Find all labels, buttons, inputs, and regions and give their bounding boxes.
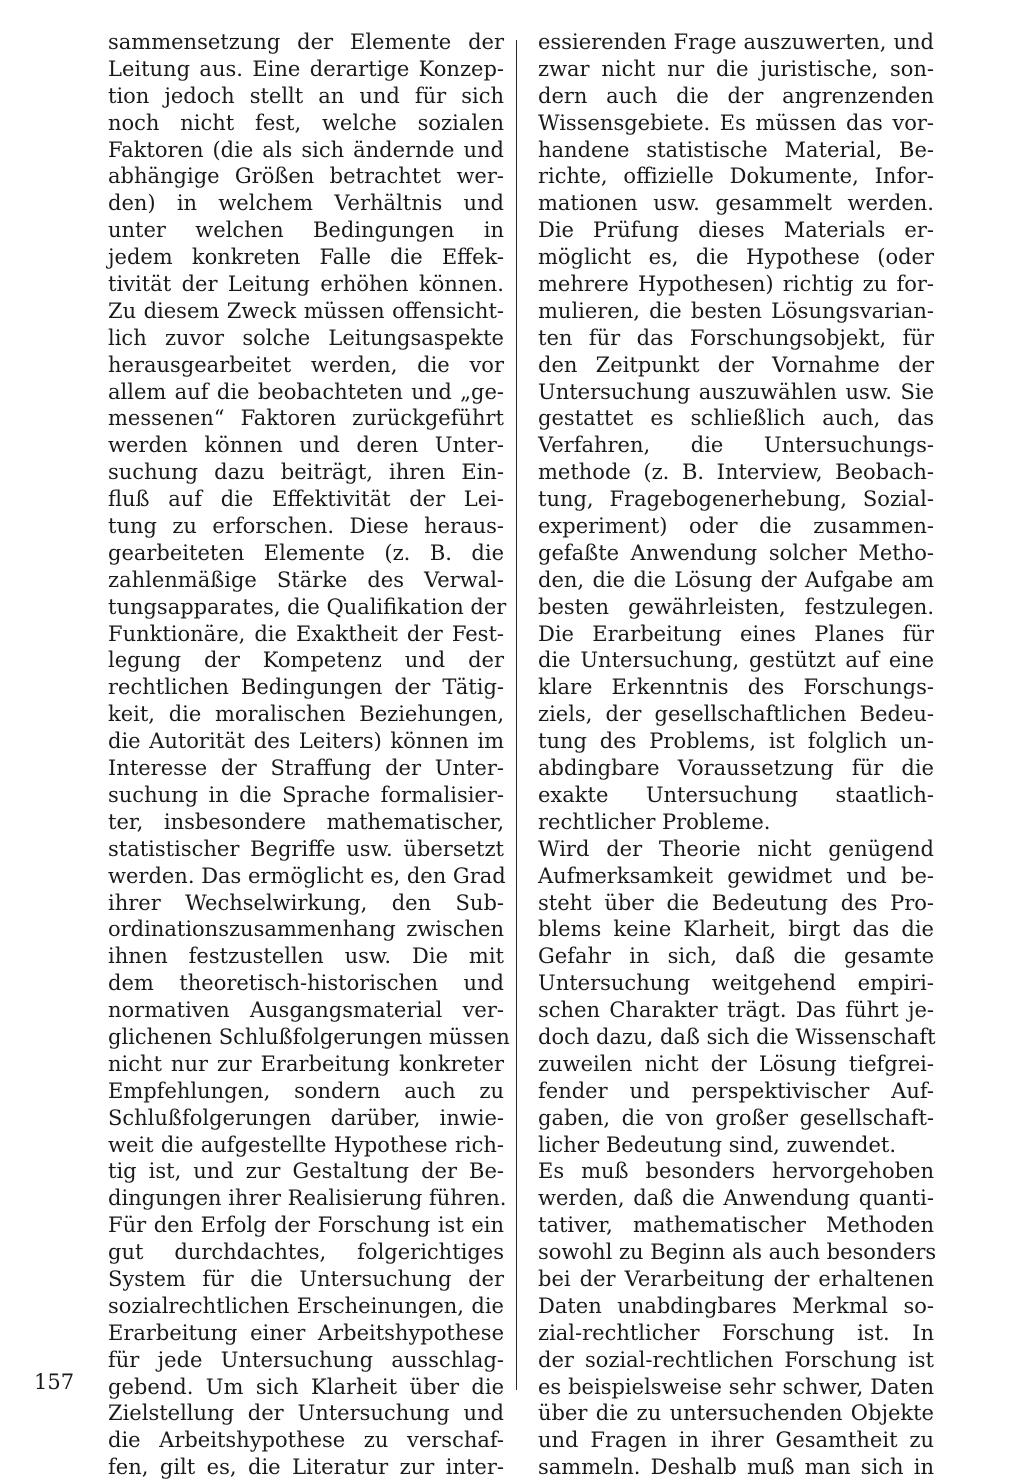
text-line: statistischer Begriffe usw. übersetzt (108, 836, 504, 861)
text-line: doch dazu, daß sich die Wissenschaft (538, 1024, 936, 1049)
text-line: dingungen ihrer Realisierung führen. (108, 1186, 507, 1211)
text-line: den, die die Lösung der Aufgabe am (538, 567, 934, 592)
text-line: Erarbeitung einer Arbeitshypothese (108, 1320, 504, 1345)
text-line: Daten unabdingbares Merkmal so- (538, 1293, 934, 1318)
text-line: ihnen festzustellen usw. Die mit (108, 944, 504, 969)
text-line: ordinationszusammenhang zwischen (108, 917, 504, 942)
text-line: Leitung aus. Eine derartige Konzep- (108, 56, 504, 81)
text-line: werden, daß die Anwendung quanti- (538, 1186, 934, 1211)
text-line: sozialrechtlichen Erscheinungen, die (108, 1293, 504, 1318)
text-line: steht über die Bedeutung des Pro- (538, 890, 934, 915)
text-line: möglicht es, die Hypothese (oder (538, 245, 934, 270)
text-line: sammeln. Deshalb muß man sich in (538, 1455, 934, 1480)
text-line: Untersuchung weitgehend empiri- (538, 971, 934, 996)
text-line: tung des Problems, ist folglich un- (538, 729, 934, 754)
text-line: mehrere Hypothesen) richtig zu for- (538, 272, 934, 297)
text-line: Schlußfolgerungen darüber, inwie- (108, 1105, 504, 1130)
text-line: tivität der Leitung erhöhen können. (108, 272, 504, 297)
text-line: dem theoretisch-historischen und (108, 971, 504, 996)
text-line: Die Prüfung dieses Materials er- (538, 218, 934, 243)
text-line: methode (z. B. Interview, Beobach- (538, 460, 934, 485)
text-line: klare Erkenntnis des Forschungs- (538, 675, 934, 700)
right-text-column (538, 29, 937, 1481)
text-line: mulieren, die besten Lösungsvarian- (538, 298, 934, 323)
text-line: nicht nur zur Erarbeitung konkreter (108, 1051, 504, 1076)
text-line: tung zu erforschen. Diese heraus- (108, 514, 504, 539)
text-line: ten für das Forschungsobjekt, für (538, 325, 934, 350)
text-line: werden können und deren Unter- (108, 433, 504, 458)
text-line: messenen“ Faktoren zurückgeführt (108, 406, 504, 431)
text-line: ter, insbesondere mathematischer, (108, 809, 504, 834)
text-line: keit, die moralischen Beziehungen, (108, 702, 504, 727)
text-line: werden. Das ermöglicht es, den Grad (108, 863, 506, 888)
text-line: suchung dazu beiträgt, ihren Ein- (108, 460, 504, 485)
text-line: jedem konkreten Falle die Effek- (108, 245, 504, 270)
text-line: noch nicht fest, welche sozialen (108, 110, 504, 135)
text-line: blems keine Klarheit, birgt das die (538, 917, 934, 942)
text-line: und Fragen in ihrer Gesamtheit zu (538, 1428, 934, 1453)
text-line: experiment) oder die zusammen- (538, 514, 934, 539)
text-line: handene statistische Material, Be- (538, 137, 934, 162)
text-line: die Arbeitshypothese zu verschaf- (108, 1428, 504, 1453)
text-line: essierenden Frage auszuwerten, und (538, 30, 934, 54)
text-line: gaben, die von großer gesellschaft- (538, 1105, 934, 1130)
text-line: allem auf die beobachteten und „ge- (108, 379, 504, 404)
text-line: exakte Untersuchung staatlich- (538, 782, 934, 807)
text-line: Für den Erfolg der Forschung ist ein (108, 1213, 504, 1238)
text-line: legung der Kompetenz und der (108, 648, 504, 673)
text-line: tativer, mathematischer Methoden (538, 1213, 934, 1238)
text-line: zahlenmäßige Stärke des Verwal- (108, 567, 504, 592)
text-line: zwar nicht nur die juristische, son- (538, 56, 934, 81)
text-line: fluß auf die Effektivität der Lei- (108, 487, 504, 512)
text-line: ihrer Wechselwirkung, den Sub- (108, 890, 504, 915)
text-line: richte, offizielle Dokumente, Infor- (538, 164, 934, 189)
text-line: rechtlicher Probleme. (538, 809, 771, 834)
text-line: Faktoren (die als sich ändernde und (108, 137, 504, 162)
text-line: Gefahr in sich, daß die gesamte (538, 944, 934, 969)
text-line: die Untersuchung, gestützt auf eine (538, 648, 934, 673)
text-line: für jede Untersuchung ausschlag- (108, 1347, 504, 1372)
text-line: dern auch die der angrenzenden (538, 83, 934, 108)
text-line: der sozial-rechtlichen Forschung ist (538, 1347, 934, 1372)
text-line: sowohl zu Beginn als auch besonders (538, 1240, 937, 1265)
text-line: unter welchen Bedingungen in (108, 218, 504, 243)
column-divider (516, 40, 517, 1390)
text-line: den) in welchem Verhältnis und (108, 191, 504, 216)
text-line: normativen Ausgangsmaterial ver- (108, 998, 504, 1023)
text-line: zuweilen nicht der Lösung tiefgrei- (538, 1051, 934, 1076)
text-line: tung, Fragebogenerhebung, Sozial- (538, 487, 934, 512)
text-line: Untersuchung auszuwählen usw. Sie (538, 379, 934, 404)
text-line: fen, gilt es, die Literatur zur inter- (108, 1455, 504, 1480)
text-line: tungsapparates, die Qualifikation der (108, 594, 507, 619)
text-line: ziels, der gesellschaftlichen Bedeu- (538, 702, 934, 727)
text-line: mationen usw. gesammelt werden. (538, 191, 934, 216)
text-line: über die zu untersuchenden Objekte (538, 1401, 934, 1426)
text-line: gut durchdachtes, folgerichtiges (108, 1240, 504, 1265)
text-line: Zielstellung der Untersuchung und (108, 1401, 504, 1426)
text-line: gebend. Um sich Klarheit über die (108, 1374, 504, 1399)
text-line: Wird der Theorie nicht genügend (538, 836, 934, 861)
text-line: Interesse der Straffung der Unter- (108, 756, 504, 781)
page-number: 157 (34, 1370, 75, 1394)
text-line: sammensetzung der Elemente der (108, 30, 504, 54)
text-line: bei der Verarbeitung der erhaltenen (538, 1266, 934, 1291)
text-line: Funktionäre, die Exaktheit der Fest- (108, 621, 504, 646)
text-line: schen Charakter trägt. Das führt je- (538, 998, 934, 1023)
text-line: Die Erarbeitung eines Planes für (538, 621, 934, 646)
text-line: fender und perspektivischer Auf- (538, 1078, 934, 1103)
text-line: es beispielsweise sehr schwer, Daten (538, 1374, 934, 1399)
text-line: Verfahren, die Untersuchungs- (538, 433, 934, 458)
text-line: tig ist, und zur Gestaltung der Be- (108, 1159, 504, 1184)
text-line: glichenen Schlußfolgerungen müssen (108, 1024, 510, 1049)
text-line: abdingbare Voraussetzung für die (538, 756, 934, 781)
text-line: gefaßte Anwendung solcher Metho- (538, 540, 934, 565)
text-line: weit die aufgestellte Hypothese rich- (108, 1132, 504, 1157)
text-line: suchung in die Sprache formalisier- (108, 782, 504, 807)
text-line: zial-rechtlicher Forschung ist. In (538, 1320, 934, 1345)
text-line: Aufmerksamkeit gewidmet und be- (538, 863, 934, 888)
text-line: lich zuvor solche Leitungsaspekte (108, 325, 504, 350)
text-line: herausgearbeitet werden, die vor (108, 352, 504, 377)
text-line: den Zeitpunkt der Vornahme der (538, 352, 934, 377)
text-line: System für die Untersuchung der (108, 1266, 504, 1291)
text-line: rechtlichen Bedingungen der Tätig- (108, 675, 504, 700)
text-line: Es muß besonders hervorgehoben (538, 1159, 934, 1184)
text-line: Wissensgebiete. Es müssen das vor- (538, 110, 934, 135)
text-line: die Autorität des Leiters) können im (108, 729, 504, 754)
text-line: Zu diesem Zweck müssen offensicht- (108, 298, 504, 323)
text-line: abhängige Größen betrachtet wer- (108, 164, 504, 189)
left-text-column (108, 29, 510, 1481)
text-line: gestattet es schließlich auch, das (538, 406, 934, 431)
text-line: gearbeiteten Elemente (z. B. die (108, 540, 504, 565)
text-line: Empfehlungen, sondern auch zu (108, 1078, 504, 1103)
text-line: besten gewährleisten, festzulegen. (538, 594, 934, 619)
text-line: tion jedoch stellt an und für sich (108, 83, 504, 108)
text-line: licher Bedeutung sind, zuwendet. (538, 1132, 897, 1157)
